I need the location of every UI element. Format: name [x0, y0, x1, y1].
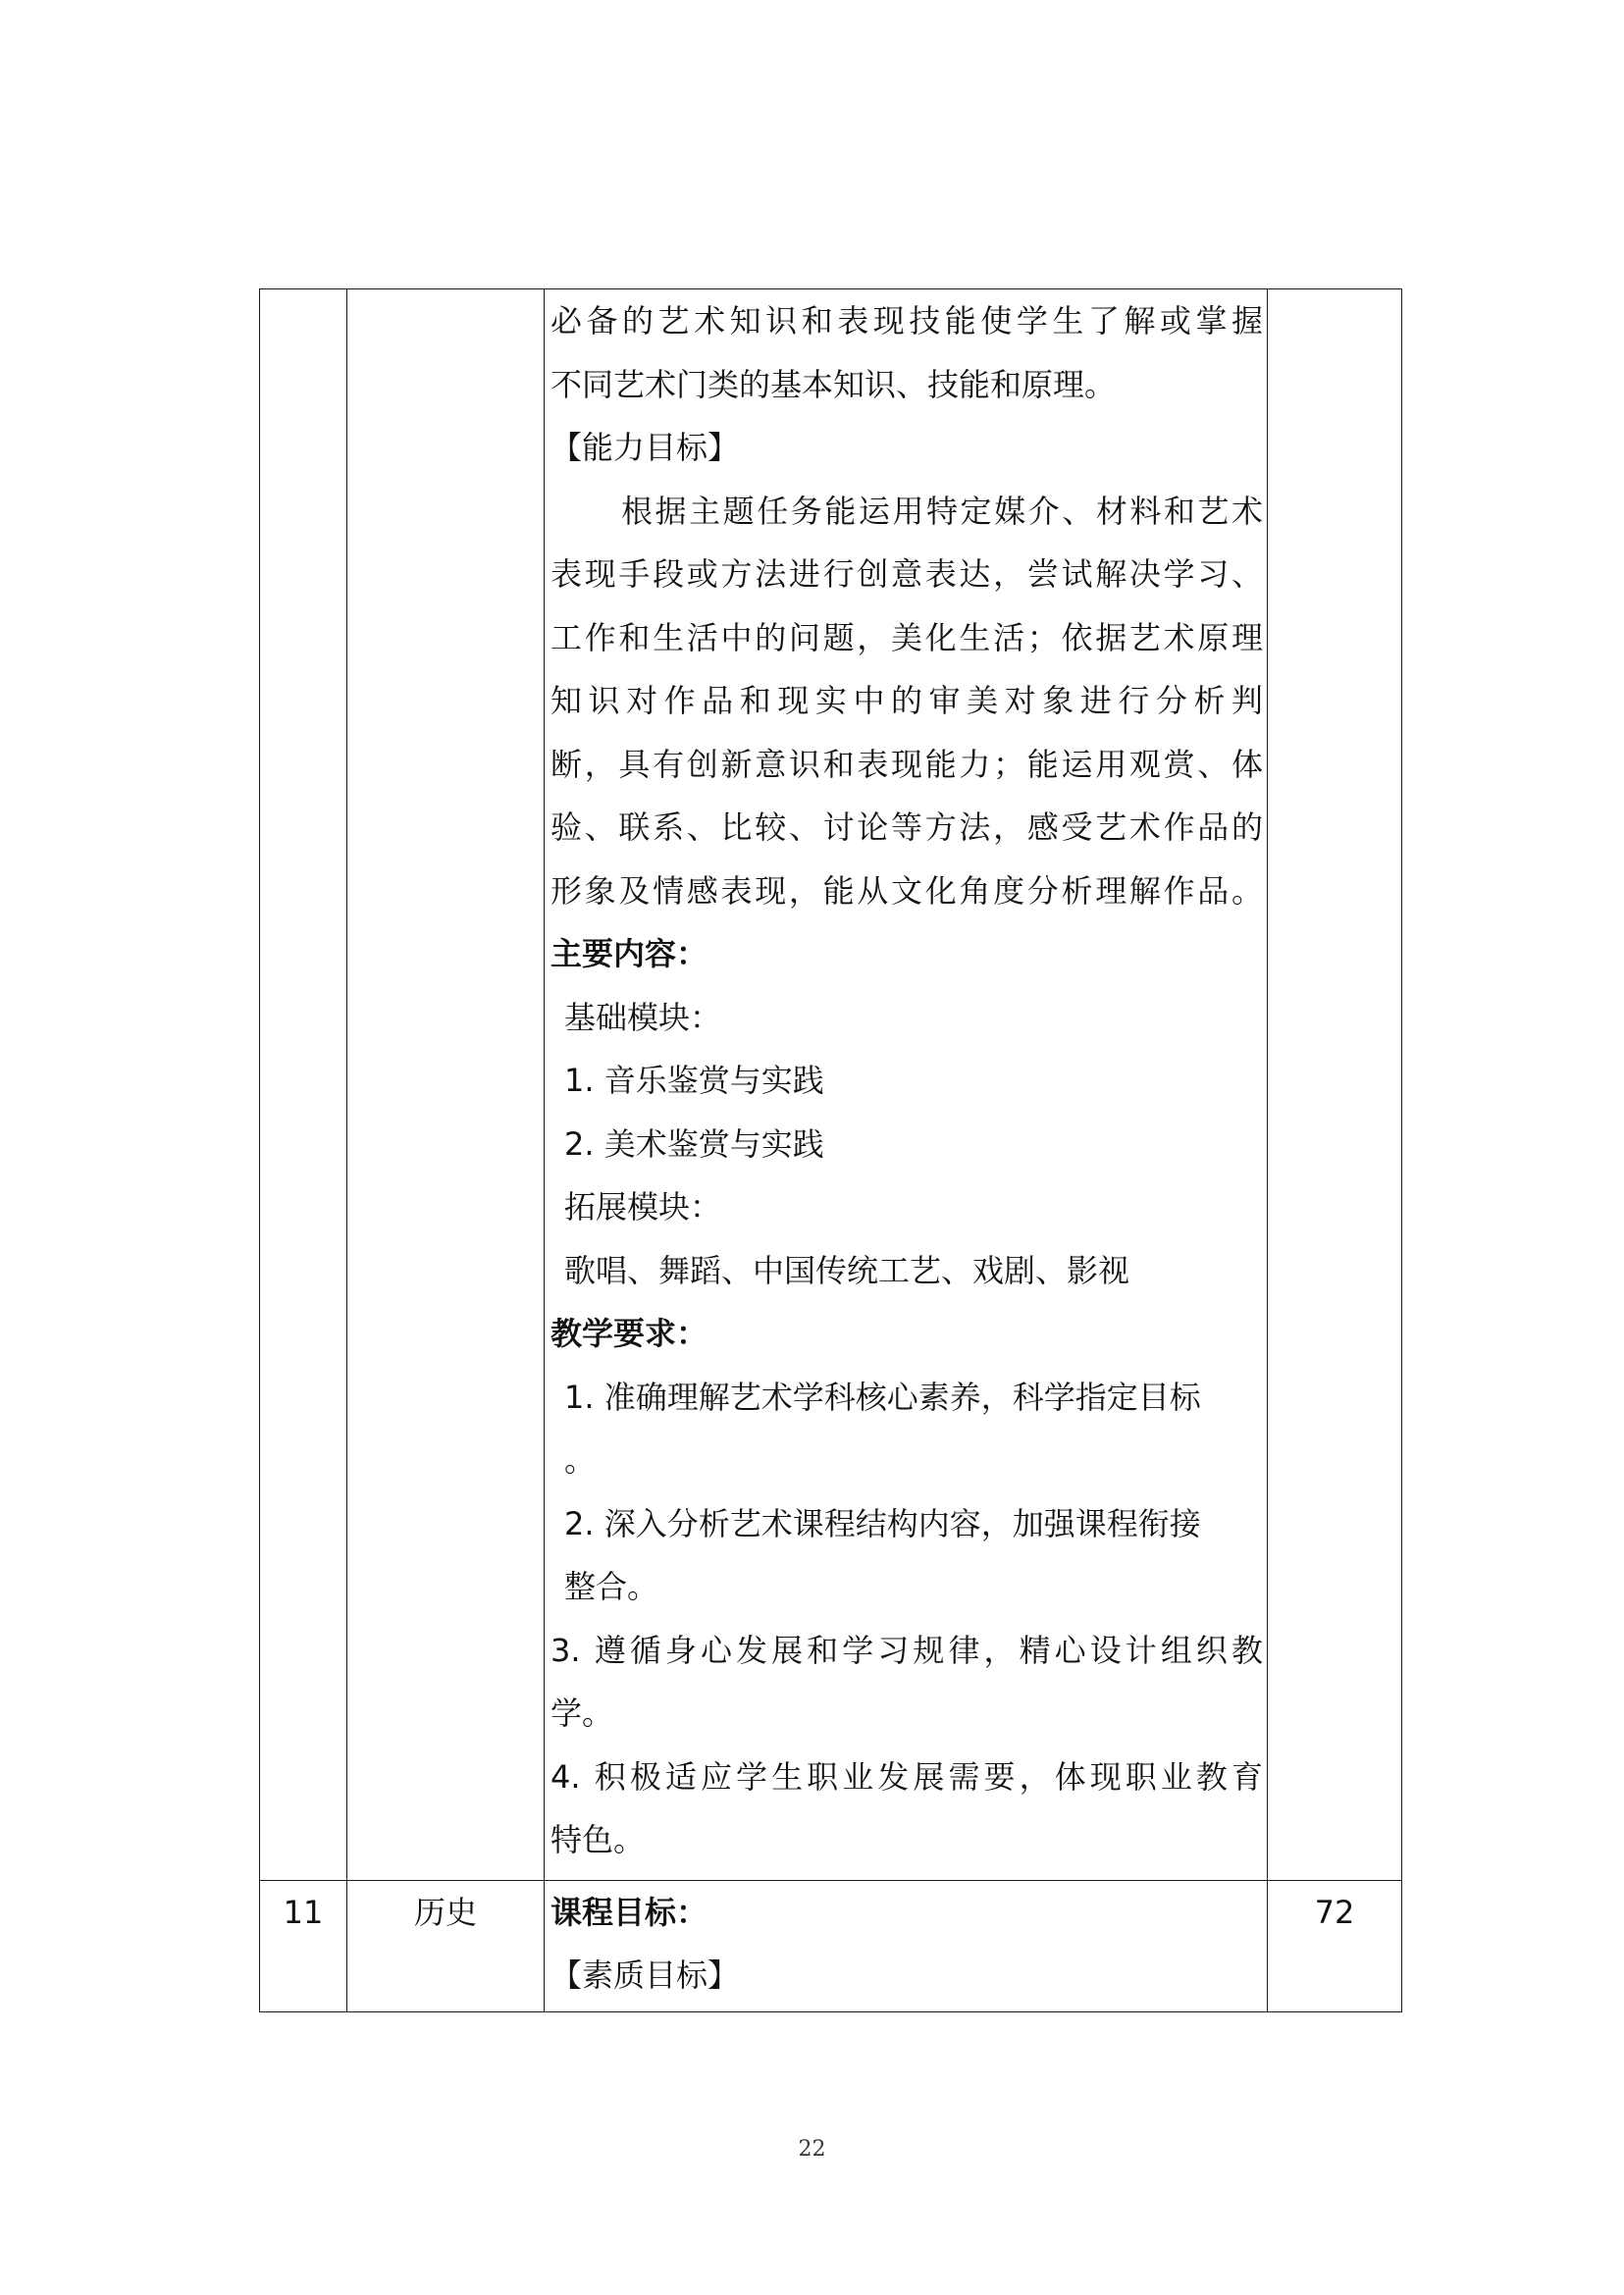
- course-name-cell: [347, 289, 545, 1881]
- content-cell: [545, 289, 1268, 1881]
- hours-cell: [1268, 289, 1402, 1881]
- number-cell: [260, 289, 347, 1881]
- content-line: 表现手段或方法进行创意表达，尝试解决学习、: [550, 555, 1263, 593]
- content-line: 验、联系、比较、讨论等方法，感受艺术作品的: [550, 808, 1263, 846]
- content-line: 4. 积极适应学生职业发展需要，体现职业教育: [550, 1757, 1263, 1796]
- content-line: 不同艺术门类的基本知识、技能和原理。: [550, 365, 1117, 403]
- curriculum-table: [259, 288, 1402, 2012]
- content-line: 1. 音乐鉴赏与实践: [564, 1062, 824, 1099]
- content-line: 2. 深入分析艺术课程结构内容，加强课程衔接: [564, 1504, 1201, 1542]
- content-line: 拓展模块：: [564, 1188, 722, 1226]
- section-heading-quality-goals: 【素质目标】: [550, 1956, 740, 1994]
- row-number: 11: [260, 1880, 347, 2011]
- content-line: 整合。: [564, 1568, 659, 1605]
- table-row-11: [260, 1880, 1402, 2011]
- content-line: 学。: [550, 1695, 614, 1732]
- section-heading-main-content: 主要内容：: [550, 935, 708, 972]
- content-line: 歌唱、舞蹈、中国传统工艺、戏剧、影视: [564, 1251, 1130, 1289]
- content-line: 工作和生活中的问题，美化生活；依据艺术原理: [550, 618, 1263, 656]
- content-line: 3. 遵循身心发展和学习规律，精心设计组织教: [550, 1631, 1263, 1669]
- content-line: 断，具有创新意识和表现能力；能运用观赏、体: [550, 745, 1263, 783]
- content-line: 1. 准确理解艺术学科核心素养，科学指定目标: [564, 1378, 1201, 1416]
- course-hours: 72: [1268, 1880, 1402, 2011]
- section-heading-teaching-requirements: 教学要求：: [550, 1315, 708, 1352]
- content-line: 知识对作品和现实中的审美对象进行分析判: [550, 682, 1263, 719]
- section-heading-course-goals: 课程目标：: [550, 1893, 708, 1931]
- content-line: 形象及情感表现，能从文化角度分析理解作品。: [550, 871, 1263, 910]
- content-line: 根据主题任务能运用特定媒介、材料和艺术: [621, 492, 1263, 530]
- content-line: 。: [564, 1441, 597, 1479]
- content-line: 2. 美术鉴赏与实践: [564, 1124, 824, 1163]
- content-line: 基础模块：: [564, 998, 722, 1036]
- section-heading-ability-goals: 【能力目标】: [550, 429, 740, 466]
- content-cell: [545, 1880, 1268, 2011]
- content-line: 特色。: [550, 1821, 646, 1858]
- page-number: 22: [798, 2137, 826, 2162]
- content-line: 必备的艺术知识和表现技能使学生了解或掌握: [550, 302, 1263, 339]
- table-row-continued: [260, 289, 1402, 1881]
- course-name: 历史: [347, 1880, 545, 2011]
